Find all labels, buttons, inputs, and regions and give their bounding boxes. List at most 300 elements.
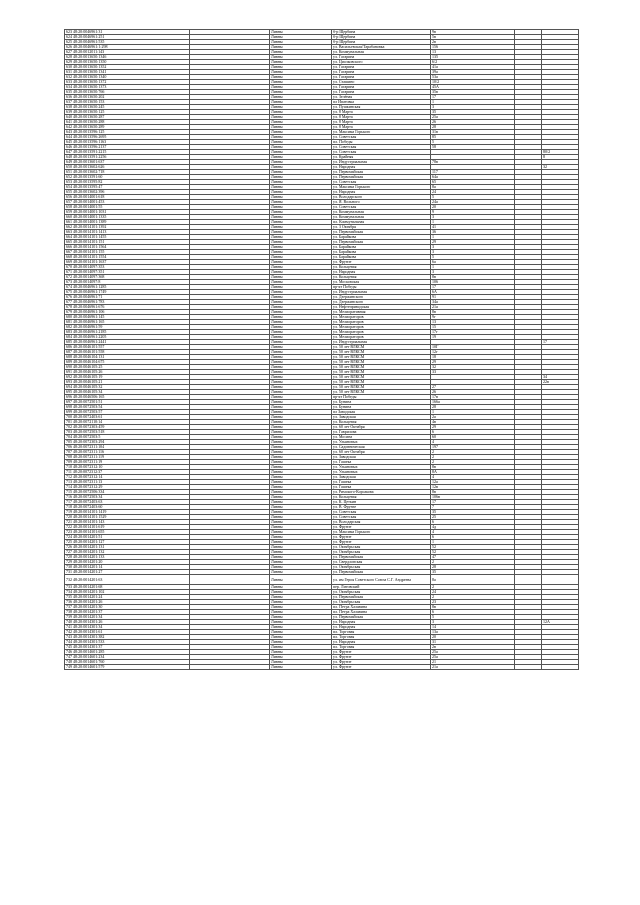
number-cadastral-cell: 628 48:20:0013650:1346 (65, 55, 190, 60)
street-cell: ул. Фрунзе (332, 665, 431, 670)
number-cadastral-cell: 651 48:20:0013602:718 (65, 170, 190, 175)
street-cell: ул. Гагарина (332, 85, 431, 90)
street-cell: пр-кт Победы (332, 395, 431, 400)
number-cadastral-cell: 714 48:20:0072312:29 (65, 485, 190, 490)
city-cell: Ливны (270, 365, 332, 370)
street-cell: ул. Первомайская (332, 615, 431, 620)
street-cell: ул. Советская (332, 145, 431, 150)
city-cell: Ливны (270, 115, 332, 120)
city-cell: Ливны (270, 640, 332, 645)
house-cell: 64а (431, 175, 515, 180)
street-cell: ул. Барайкова (332, 235, 431, 240)
city-cell: Ливны (270, 560, 332, 565)
number-cadastral-cell: 710 48:20:0072312:10 (65, 465, 190, 470)
house-cell: 13а (431, 630, 515, 635)
street-cell: ул. Фрунзе (332, 260, 431, 265)
number-cadastral-cell: 623 48:20:0046961:31 (65, 30, 190, 35)
house-cell: 5 (431, 255, 515, 260)
house-cell: 35 (431, 110, 515, 115)
house-cell: 12а (431, 480, 515, 485)
house-cell: 17 (431, 95, 515, 100)
street-cell: ул. Мелиораторов (332, 315, 431, 320)
city-cell: Ливны (270, 180, 332, 185)
city-cell: Ливны (270, 75, 332, 80)
city-cell: Ливны (270, 340, 332, 345)
blank-cell (190, 575, 270, 585)
number-cadastral-cell: 691 48:20:0046105:26 (65, 370, 190, 375)
number-cadastral-cell: 683 48:20:0046961:2185 (65, 330, 190, 335)
street-cell: пл Заводская (332, 410, 431, 415)
street-cell: ул. Дзержинского (332, 300, 431, 305)
number-cadastral-cell: 749 48:20:0014601:579 (65, 665, 190, 670)
city-cell: Ливны (270, 335, 332, 340)
city-cell: Ливны (270, 70, 332, 75)
street-cell: пр-кт Победы (332, 285, 431, 290)
house-cell: 5 (431, 140, 515, 145)
number-cadastral-cell: 636 48:20:0013650:202 (65, 95, 190, 100)
house-cell: 32 (431, 365, 515, 370)
number-cadastral-cell: 704 48:20:0072503:5 (65, 435, 190, 440)
number-cadastral-cell: 645 48:20:0013596:1163 (65, 140, 190, 145)
street-cell: ул. Народная (332, 625, 431, 630)
street-cell: ул. Ульяновых (332, 465, 431, 470)
street-cell: ул. Крайняя (332, 155, 431, 160)
number-cadastral-cell: 685 48:20:0046961:2441 (65, 340, 190, 345)
number-cadastral-cell: 653 48:20:0013595:82 (65, 180, 190, 185)
house-cell: 2 (431, 560, 515, 565)
house-cell: 15 (431, 325, 515, 330)
city-cell: Ливны (270, 140, 332, 145)
street-cell: пл. Петра Халявина (332, 610, 431, 615)
flat-cell: 80/2 (542, 150, 579, 155)
city-cell: Ливны (270, 590, 332, 595)
street-cell: ул. Заводская (332, 455, 431, 460)
street-cell: ул. Фрунзе (332, 525, 431, 530)
number-cadastral-cell: 693 48:20:0046105:21 (65, 380, 190, 385)
house-cell: 1 (431, 220, 515, 225)
city-cell: Ливны (270, 145, 332, 150)
number-cadastral-cell: 718 48:20:0072403:60 (65, 505, 190, 510)
number-cadastral-cell: 659 48:20:0014001:1031 (65, 210, 190, 215)
house-cell: 117 (431, 170, 515, 175)
street-cell: ул. Гагарина (332, 90, 431, 95)
house-cell: 8а (431, 185, 515, 190)
house-cell: 6А (431, 290, 515, 295)
city-cell: Ливны (270, 85, 332, 90)
street-cell: ул. 50 лет ВЛКСМ (332, 360, 431, 365)
number-cadastral-cell: 672 48:20:0014097:368 (65, 275, 190, 280)
city-cell: Ливны (270, 550, 332, 555)
number-cadastral-cell: 708 48:20:0072311:119 (65, 455, 190, 460)
city-cell: Ливны (270, 215, 332, 220)
house-cell: 36 (431, 230, 515, 235)
city-cell: Ливны (270, 60, 332, 65)
number-cadastral-cell: 677 48:20:0046961:783 (65, 300, 190, 305)
street-cell: ул. В. Фрунзе (332, 505, 431, 510)
street-cell: ул. Мосина (332, 435, 431, 440)
house-cell: 52 (431, 550, 515, 555)
extra-cell (515, 665, 542, 670)
city-cell: Ливны (270, 385, 332, 390)
house-cell: 12г (431, 350, 515, 355)
city-cell: Ливны (270, 305, 332, 310)
street-cell: ул. 50 лет ВЛКСМ (332, 370, 431, 375)
number-cadastral-cell: 640 48:20:0013650:287 (65, 115, 190, 120)
street-cell: б-р Щербина (332, 35, 431, 40)
city-cell: Ливны (270, 185, 332, 190)
house-cell: 28 (431, 125, 515, 130)
number-cadastral-cell: 643 48:20:0013596:125 (65, 130, 190, 135)
city-cell: Ливны (270, 570, 332, 575)
house-cell: 52 (431, 545, 515, 550)
house-cell: 106 (431, 280, 515, 285)
city-cell: Ливны (270, 445, 332, 450)
number-cadastral-cell: 739 48:20:0014201:34 (65, 615, 190, 620)
city-cell: Ливны (270, 80, 332, 85)
number-cadastral-cell: 697 48:20:0072501:51 (65, 400, 190, 405)
number-cadastral-cell: 689 48:20:0046104:675 (65, 360, 190, 365)
street-cell: ул. Фрунзе (332, 535, 431, 540)
city-cell: Ливны (270, 105, 332, 110)
number-cadastral-cell: 727 48:20:0014201:132 (65, 550, 190, 555)
house-cell: 8в (431, 490, 515, 495)
city-cell: Ливны (270, 415, 332, 420)
number-cadastral-cell: 687 48:20:0046101:558 (65, 350, 190, 355)
city-cell: Ливны (270, 610, 332, 615)
street-cell: ул. Мелиораторов (332, 335, 431, 340)
number-cadastral-cell: 744 48:20:0014301:533 (65, 640, 190, 645)
street-cell: ул. Первомайская (332, 570, 431, 575)
house-cell: 4 (431, 475, 515, 480)
house-cell: 29 (431, 425, 515, 430)
house-cell: 9в (431, 30, 515, 35)
house-cell: 8в (431, 275, 515, 280)
street-cell: ул. Кольцевая (332, 275, 431, 280)
street-cell: ул. Фрунзе (332, 650, 431, 655)
street-cell: ул. Народная (332, 165, 431, 170)
street-cell: ул. Гагарина (332, 75, 431, 80)
house-cell: 35 (431, 570, 515, 575)
street-cell: ул. 8 Марта (332, 120, 431, 125)
house-cell: 45А (431, 85, 515, 90)
number-cadastral-cell: 715 48:20:0072506:334 (65, 490, 190, 495)
house-cell: 25а (431, 115, 515, 120)
street-cell: ул. Гашека (332, 485, 431, 490)
number-cadastral-cell: 736 48:20:0014201:26 (65, 600, 190, 605)
number-cadastral-cell: 669 48:20:0014101:1637 (65, 260, 190, 265)
city-cell: Ливны (270, 280, 332, 285)
house-cell: 21 (431, 660, 515, 665)
street-cell: ул. 50 лет ВЛКСМ (332, 350, 431, 355)
city-cell: Ливны (270, 455, 332, 460)
street-cell: ул. Первомайская (332, 555, 431, 560)
number-cadastral-cell: 666 48:20:0014101:1564 (65, 245, 190, 250)
house-cell: 26 (431, 120, 515, 125)
city-cell: Ливны (270, 245, 332, 250)
number-cadastral-cell: 637 48:20:0013650:153 (65, 100, 190, 105)
street-cell: ул. Индустриальная (332, 340, 431, 345)
street-cell: ул. Римского-Корсакова (332, 490, 431, 495)
street-cell: ул. Советская (332, 135, 431, 140)
house-cell: 4 (431, 530, 515, 535)
house-cell: 91 (431, 295, 515, 300)
city-cell: Ливны (270, 380, 332, 385)
city-cell: Ливны (270, 555, 332, 560)
city-cell: Ливны (270, 100, 332, 105)
number-cadastral-cell: 716 48:20:0072503:34 (65, 495, 190, 500)
flat-cell: 17 (542, 340, 579, 345)
city-cell: Ливны (270, 310, 332, 315)
house-cell: 6а (431, 260, 515, 265)
flat-cell: 32 (542, 165, 579, 170)
house-cell: 14 (431, 625, 515, 630)
number-cadastral-cell: 720 48:20:0014101:1529 (65, 515, 190, 520)
number-cadastral-cell: 724 48:20:0014201:51 (65, 535, 190, 540)
number-cadastral-cell: 639 48:20:0013650:125 (65, 110, 190, 115)
number-cadastral-cell: 625 48:20:0046961:535 (65, 40, 190, 45)
street-cell: ул. Народная (332, 190, 431, 195)
street-cell: ул. Индустриальная (332, 160, 431, 165)
number-cadastral-cell: 711 48:20:0072312:37 (65, 470, 190, 475)
number-cadastral-cell: 703 48:20:0072503:518 (65, 430, 190, 435)
number-cadastral-cell: 712 48:20:0072312:14 (65, 475, 190, 480)
city-cell: Ливны (270, 205, 332, 210)
house-cell: 2 (431, 455, 515, 460)
house-cell: 28 (431, 565, 515, 570)
city-cell: Ливны (270, 190, 332, 195)
street-cell: ул. Октябрьская (332, 600, 431, 605)
flat-cell: 22в (542, 380, 579, 385)
number-cadastral-cell: 701 48:20:0072110:14 (65, 420, 190, 425)
city-cell: Ливны (270, 620, 332, 625)
house-cell: 3 (431, 245, 515, 250)
number-cadastral-cell: 702 48:20:0072303:459 (65, 425, 190, 430)
house-cell: 6 (431, 520, 515, 525)
street-cell: ул. Мелиораторов (332, 330, 431, 335)
number-cadastral-cell: 650 48:20:0013602:626 (65, 165, 190, 170)
number-cadastral-cell: 745 48:20:0014301:37 (65, 645, 190, 650)
city-cell: Ливны (270, 665, 332, 670)
city-cell: Ливны (270, 615, 332, 620)
number-cadastral-cell: 649 48:20:0013601:637 (65, 160, 190, 165)
number-cadastral-cell: 682 48:20:0046961:59 (65, 325, 190, 330)
house-cell: 35 (431, 510, 515, 515)
house-cell: 24 (431, 190, 515, 195)
house-cell: 4в (431, 420, 515, 425)
street-cell: ул. Коммунальная (332, 215, 431, 220)
street-cell: ул. 50 лет ВЛКСМ (332, 385, 431, 390)
house-cell: 58 (431, 145, 515, 150)
number-cadastral-cell: 664 48:20:0014101:1455 (65, 235, 190, 240)
street-cell: ул. 8 Марта (332, 125, 431, 130)
street-cell: ул. Заводская (332, 475, 431, 480)
number-cadastral-cell: 626 48:20:0046961:1:298 (65, 45, 190, 50)
street-cell: ул. Я. Вольного (332, 200, 431, 205)
city-cell: Ливны (270, 600, 332, 605)
street-cell: ул. Заводская (332, 415, 431, 420)
house-cell: 2 (431, 460, 515, 465)
house-cell: 47 (431, 555, 515, 560)
city-cell: Ливны (270, 345, 332, 350)
city-cell: Ливны (270, 135, 332, 140)
house-cell: 60 (431, 435, 515, 440)
street-cell: ул. Индустриальная (332, 290, 431, 295)
house-cell: 6 (431, 535, 515, 540)
street-cell: ул. Мелиораторов (332, 320, 431, 325)
street-cell: ул. Максима Горького (332, 185, 431, 190)
street-cell: пл. Торговая (332, 630, 431, 635)
city-cell: Ливны (270, 350, 332, 355)
street-cell: ул. Советская (332, 150, 431, 155)
street-cell: ул. Садовническая (332, 445, 431, 450)
street-cell: пл. Коммунальная (332, 220, 431, 225)
number-cadastral-cell: 662 48:20:0014101:1392 (65, 225, 190, 230)
street-cell: ул. Циолковского (332, 60, 431, 65)
street-cell: б-р Щербина (332, 40, 431, 45)
street-cell: ул. 50 лет ВЛКСМ (332, 390, 431, 395)
number-cadastral-cell: 717 48:20:0072403:63 (65, 500, 190, 505)
house-cell: 18 (431, 355, 515, 360)
city-cell: Ливны (270, 220, 332, 225)
city-cell: Ливны (270, 160, 332, 165)
house-cell: 6 (431, 610, 515, 615)
number-cadastral-cell: 692 48:20:0046105:19 (65, 375, 190, 380)
city-cell: Ливны (270, 485, 332, 490)
street-cell: пл. Торговая (332, 635, 431, 640)
number-cadastral-cell: 719 48:20:0014101:1419 (65, 510, 190, 515)
flat-cell: 34 (542, 375, 579, 380)
city-cell: Ливны (270, 130, 332, 135)
house-cell: 17г (431, 330, 515, 335)
city-cell: Ливны (270, 630, 332, 635)
number-cadastral-cell: 734 48:20:0014201:102 (65, 590, 190, 595)
street-cell: ул. 50 лет ВЛКСМ (332, 345, 431, 350)
city-cell: Ливны (270, 300, 332, 305)
street-cell: ул. Васильевская/Тарабановка (332, 45, 431, 50)
number-cadastral-cell: 742 48:20:0014301:61 (65, 630, 190, 635)
house-cell: 5 (431, 615, 515, 620)
number-cadastral-cell: 721 48:20:0014101:143 (65, 520, 190, 525)
house-cell: 8в (431, 310, 515, 315)
city-cell: Ливны (270, 290, 332, 295)
city-cell: Ливны (270, 420, 332, 425)
street-cell: ул. Фрунзе (332, 655, 431, 660)
city-cell: Ливны (270, 470, 332, 475)
house-cell: 6 (431, 430, 515, 435)
house-cell: 20 (431, 635, 515, 640)
city-cell: Ливны (270, 360, 332, 365)
city-cell: Ливны (270, 490, 332, 495)
street-cell: ул. Свердловская (332, 560, 431, 565)
street-cell: ул. Кольцевая (332, 420, 431, 425)
city-cell: Ливны (270, 30, 332, 35)
number-cadastral-cell: 658 48:20:0014001:55 (65, 205, 190, 210)
house-cell: 78в (431, 160, 515, 165)
house-cell: 106в (431, 495, 515, 500)
house-cell: 2в (431, 645, 515, 650)
city-cell: Ливны (270, 575, 332, 585)
number-cadastral-cell: 631 48:20:0013650:1341 (65, 70, 190, 75)
number-cadastral-cell: 695 48:20:0046105:34 (65, 390, 190, 395)
house-cell: 156 (431, 45, 515, 50)
house-cell: 39а (431, 70, 515, 75)
extra-cell (515, 575, 542, 585)
flat-cell: 12А (542, 620, 579, 625)
city-cell: Ливны (270, 475, 332, 480)
street-cell: б-р Щербина (332, 30, 431, 35)
street-cell: пл. Петра Халявина (332, 605, 431, 610)
house-cell: 27 (431, 385, 515, 390)
city-cell: Ливны (270, 120, 332, 125)
city-cell: Ливны (270, 510, 332, 515)
city-cell: Ливны (270, 660, 332, 665)
number-cadastral-cell: 673 48:20:0014097:8 (65, 280, 190, 285)
street-cell: ул. Октябрьская (332, 590, 431, 595)
number-cadastral-cell: 675 48:20:0046961:1749 (65, 290, 190, 295)
city-cell: Ливны (270, 170, 332, 175)
number-cadastral-cell: 743 48:20:0014301:382 (65, 635, 190, 640)
city-cell: Ливны (270, 525, 332, 530)
number-cadastral-cell: 634 48:20:0013650:1373 (65, 85, 190, 90)
house-cell: 1 (431, 100, 515, 105)
number-cadastral-cell: 641 48:20:0013650:288 (65, 120, 190, 125)
street-cell: ул. 50 лет ВЛКСМ (332, 380, 431, 385)
city-cell: Ливны (270, 250, 332, 255)
city-cell: Ливны (270, 235, 332, 240)
street-cell: ул. Первомайская (332, 240, 431, 245)
number-cadastral-cell: 746 48:20:0014601:285 (65, 650, 190, 655)
house-cell: 2а (431, 415, 515, 420)
street-cell: ул. Московская (332, 280, 431, 285)
number-cadastral-cell: 646 48:20:0013596:2137 (65, 145, 190, 150)
house-cell: 135 (431, 55, 515, 60)
city-cell: Ливны (270, 50, 332, 55)
city-cell: Ливны (270, 425, 332, 430)
house-cell: 41 (431, 225, 515, 230)
number-cadastral-cell: 705 48:20:0072303:294 (65, 440, 190, 445)
number-cadastral-cell: 747 48:20:0014601:234 (65, 655, 190, 660)
street-cell: ул. Зелёная (332, 95, 431, 100)
house-cell: 166а (431, 400, 515, 405)
city-cell: Ливны (270, 225, 332, 230)
street-cell: ул. Сташино (332, 80, 431, 85)
number-cadastral-cell: 723 48:20:0014101:655 (65, 530, 190, 535)
street-cell: ул. Советская (332, 515, 431, 520)
street-cell: ул. Советская (332, 180, 431, 185)
number-cadastral-cell: 635 48:20:0013650:766 (65, 90, 190, 95)
city-cell: Ливны (270, 540, 332, 545)
street-cell: ул. Фрунзе (332, 660, 431, 665)
number-cadastral-cell: 624 48:20:0046961:251 (65, 35, 190, 40)
street-cell: ул. Народная (332, 270, 431, 275)
house-cell: 53а (431, 75, 515, 80)
street-cell: ул. Советская (332, 205, 431, 210)
number-cadastral-cell: 680 48:20:0046961:145 (65, 315, 190, 320)
city-cell: Ливны (270, 260, 332, 265)
number-cadastral-cell: 741 48:20:0014301:34 (65, 625, 190, 630)
street-cell: ул. 8 Марта (332, 110, 431, 115)
street-cell: ул. Барайкова (332, 255, 431, 260)
number-cadastral-cell: 668 48:20:0014101:1554 (65, 255, 190, 260)
house-cell: 29 (431, 240, 515, 245)
house-cell: 8в (431, 605, 515, 610)
city-cell: Ливны (270, 435, 332, 440)
house-cell: 21а (431, 665, 515, 670)
street-cell: ул. 50 лет ВЛКСМ (332, 365, 431, 370)
house-cell: 41а (431, 65, 515, 70)
city-cell: Ливны (270, 395, 332, 400)
number-cadastral-cell: 696 48:20:0046506:165 (65, 395, 190, 400)
